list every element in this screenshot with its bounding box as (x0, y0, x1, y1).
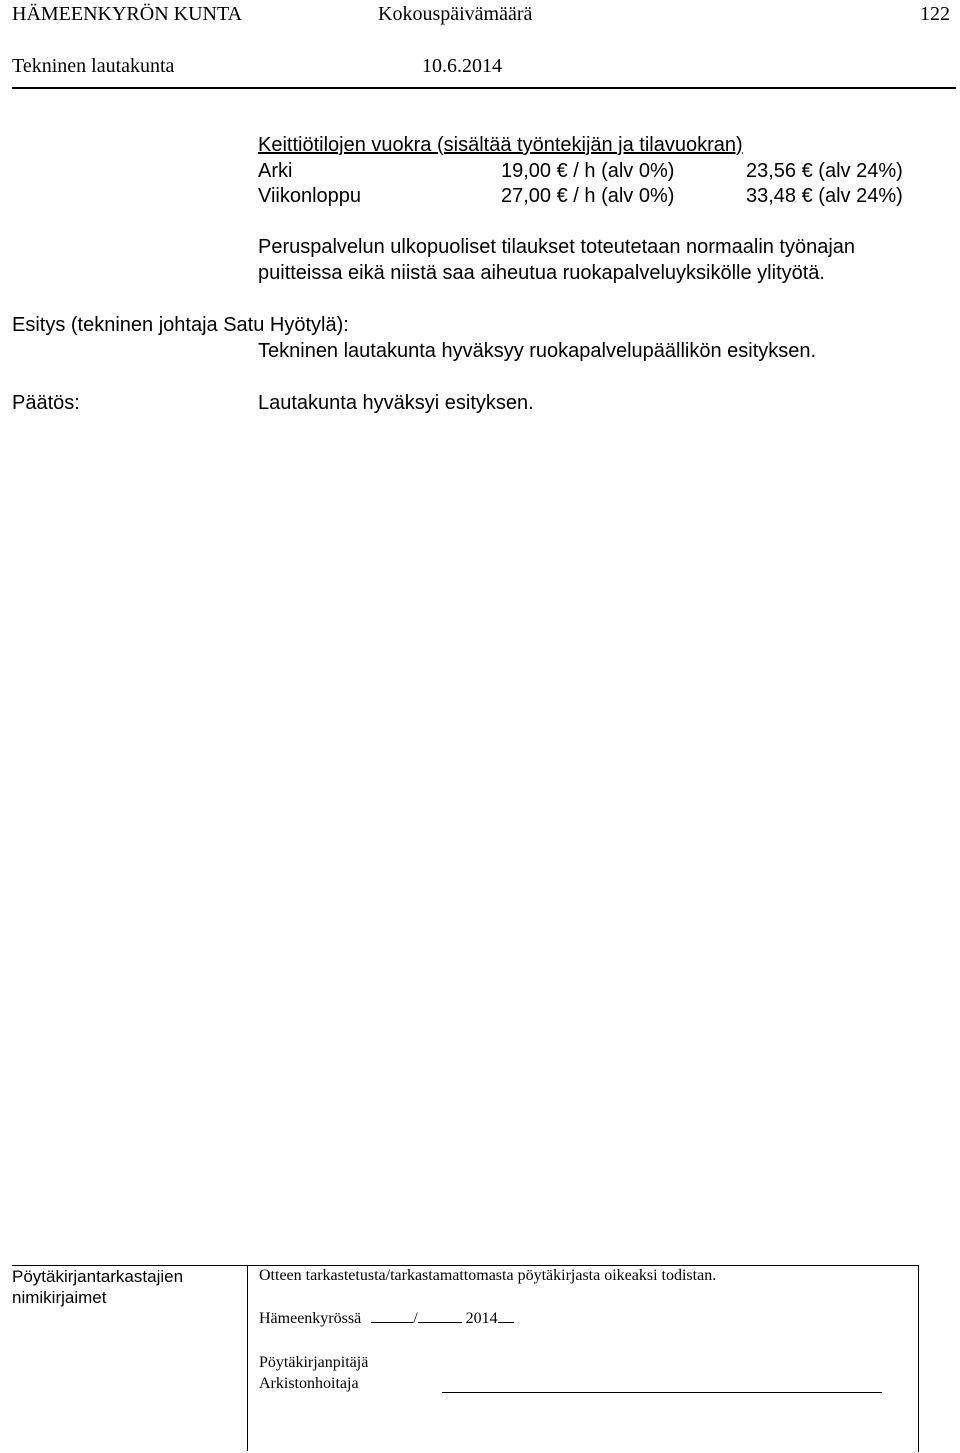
inspector-initials-label-line1: Pöytäkirjantarkastajien (12, 1267, 184, 1286)
footer-divider (247, 1265, 248, 1451)
proposal-text: Tekninen lautakunta hyväksyy ruokapalvelupäällikön esityksen. (258, 340, 817, 362)
rental-title: Keittiötilojen vuokra (sisältää työntekijän ja tilavuokran) (258, 134, 743, 156)
certification-text: Otteen tarkastetusta/tarkastamattomasta pöytäkirjasta oikeaksi todistan. (259, 1267, 717, 1284)
archivist-label: Arkistonhoitaja (259, 1375, 359, 1392)
rental-row-label: Arki (258, 160, 293, 182)
signature-line (442, 1392, 882, 1393)
decision-label: Päätös: (12, 392, 80, 414)
rental-row-gross: 33,48 € (alv 24%) (746, 185, 903, 207)
place-name: Hämeenkyrössä (259, 1310, 362, 1327)
keeper-label: Pöytäkirjanpitäjä (259, 1354, 369, 1371)
footer-box (12, 1265, 919, 1452)
inspector-initials-label-line2: nimikirjaimet (12, 1288, 107, 1307)
place-date-line (259, 1309, 514, 1329)
page-number: 122 (920, 3, 950, 25)
rental-row-net: 19,00 € / h (alv 0%) (501, 160, 675, 182)
doc-type-label: Kokouspäivämäärä (378, 3, 533, 25)
year-blank (498, 1321, 514, 1323)
proposal-label: Esitys (tekninen johtaja Satu Hyötylä): (12, 314, 349, 336)
note-line: Peruspalvelun ulkopuoliset tilaukset toteutetaan normaalin työnajan (258, 236, 856, 258)
date-slash: / (413, 1310, 418, 1327)
org-name: HÄMEENKYRÖN KUNTA (12, 3, 243, 25)
rental-row-gross: 23,56 € (alv 24%) (746, 160, 903, 182)
note-line: puitteissa eikä niistä saa aiheutua ruokapalveluyksikölle ylityötä. (258, 262, 825, 284)
day-blank (371, 1321, 413, 1323)
rental-row-label: Viikonloppu (258, 185, 362, 207)
meeting-date: 10.6.2014 (422, 55, 502, 77)
committee-name: Tekninen lautakunta (12, 55, 175, 77)
header-rule (12, 87, 956, 89)
decision-text: Lautakunta hyväksyi esityksen. (258, 392, 534, 414)
month-blank (418, 1321, 462, 1323)
rental-row-net: 27,00 € / h (alv 0%) (501, 185, 675, 207)
year: 2014 (465, 1310, 498, 1327)
